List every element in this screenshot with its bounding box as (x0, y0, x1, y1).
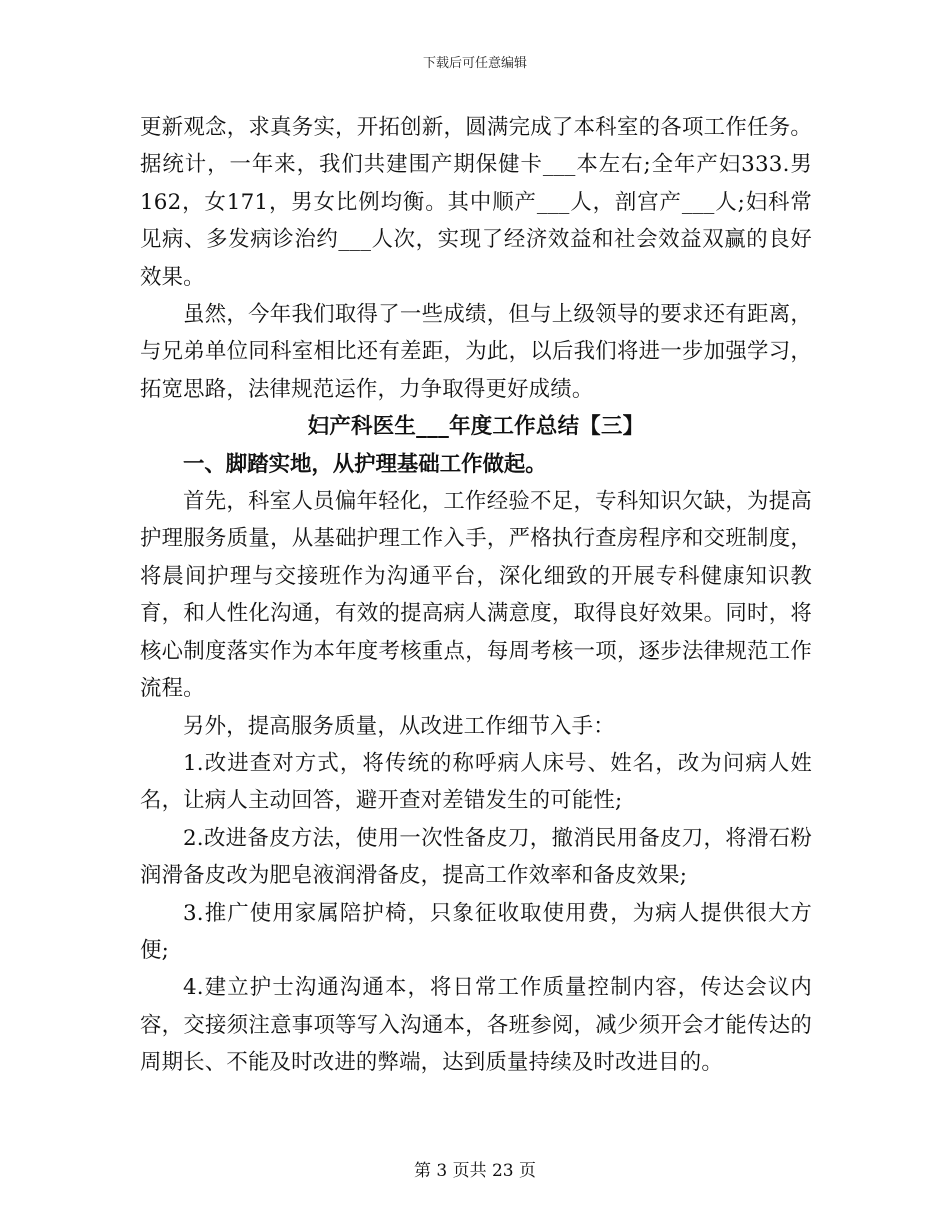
section-title: 妇产科医生___年度工作总结【三】 (307, 414, 645, 440)
paragraph-continued-statistics: 更新观念，求真务实，开拓创新，圆满完成了本科室的各项工作任务。据统计，一年来，我们共建围产期保健卡___本左右;全年产妇333.男162，女171，男女比例均衡。其中顺产___人，剖宫产___人;妇科常见病、多发病诊治约___人次，实现了经济效益和社会效益双赢的良好效果。 (140, 115, 812, 290)
paragraph-service-quality-intro: 另外，提高服务质量，从改进工作细节入手： (183, 713, 615, 739)
list-item-2: 2.改进备皮方法，使用一次性备皮刀，撤消民用备皮刀，将滑石粉润滑备皮改为肥皂液润滑备皮，提高工作效率和备皮效果; (140, 825, 812, 889)
page-header: 下载后可任意编辑 (422, 56, 527, 71)
page-footer: 第 3 页共 23 页 (413, 1161, 537, 1181)
list-item-3: 3.推广使用家属陪护椅，只象征收取使用费，为病人提供很大方便; (140, 900, 812, 963)
paragraph-shortcomings: 虽然，今年我们取得了一些成绩，但与上级领导的要求还有距离，与兄弟单位同科室相比还有差距，为此，以后我们将进一步加强学习，拓宽思路，法律规范运作，力争取得更好成绩。 (140, 302, 812, 402)
section-subheading: 一、脚踏实地，从护理基础工作做起。 (183, 451, 547, 477)
document-body (140, 109, 812, 1082)
list-item-4: 4.建立护士沟通沟通本，将日常工作质量控制内容，传达会议内容，交接须注意事项等写入沟通本，各班参阅，减少须开会才能传达的周期长、不能及时改进的弊端，达到质量持续及时改进目的。 (140, 975, 812, 1076)
paragraph-basic-nursing: 首先，科室人员偏年轻化，工作经验不足，专科知识欠缺，为提高护理服务质量，从基础护理工作入手，严格执行查房程序和交班制度，将晨间护理与交接班作为沟通平台，深化细致的开展专科健康知识教育，和人性化沟通，有效的提高病人满意度，取得良好效果。同时，将核心制度落实作为本年度考核重点，每周考核一项，逐步法律规范工作流程。 (140, 489, 812, 702)
list-item-1: 1.改进查对方式，将传统的称呼病人床号、姓名，改为问病人姓名，让病人主动回答，避开查对差错发生的可能性; (140, 750, 812, 814)
